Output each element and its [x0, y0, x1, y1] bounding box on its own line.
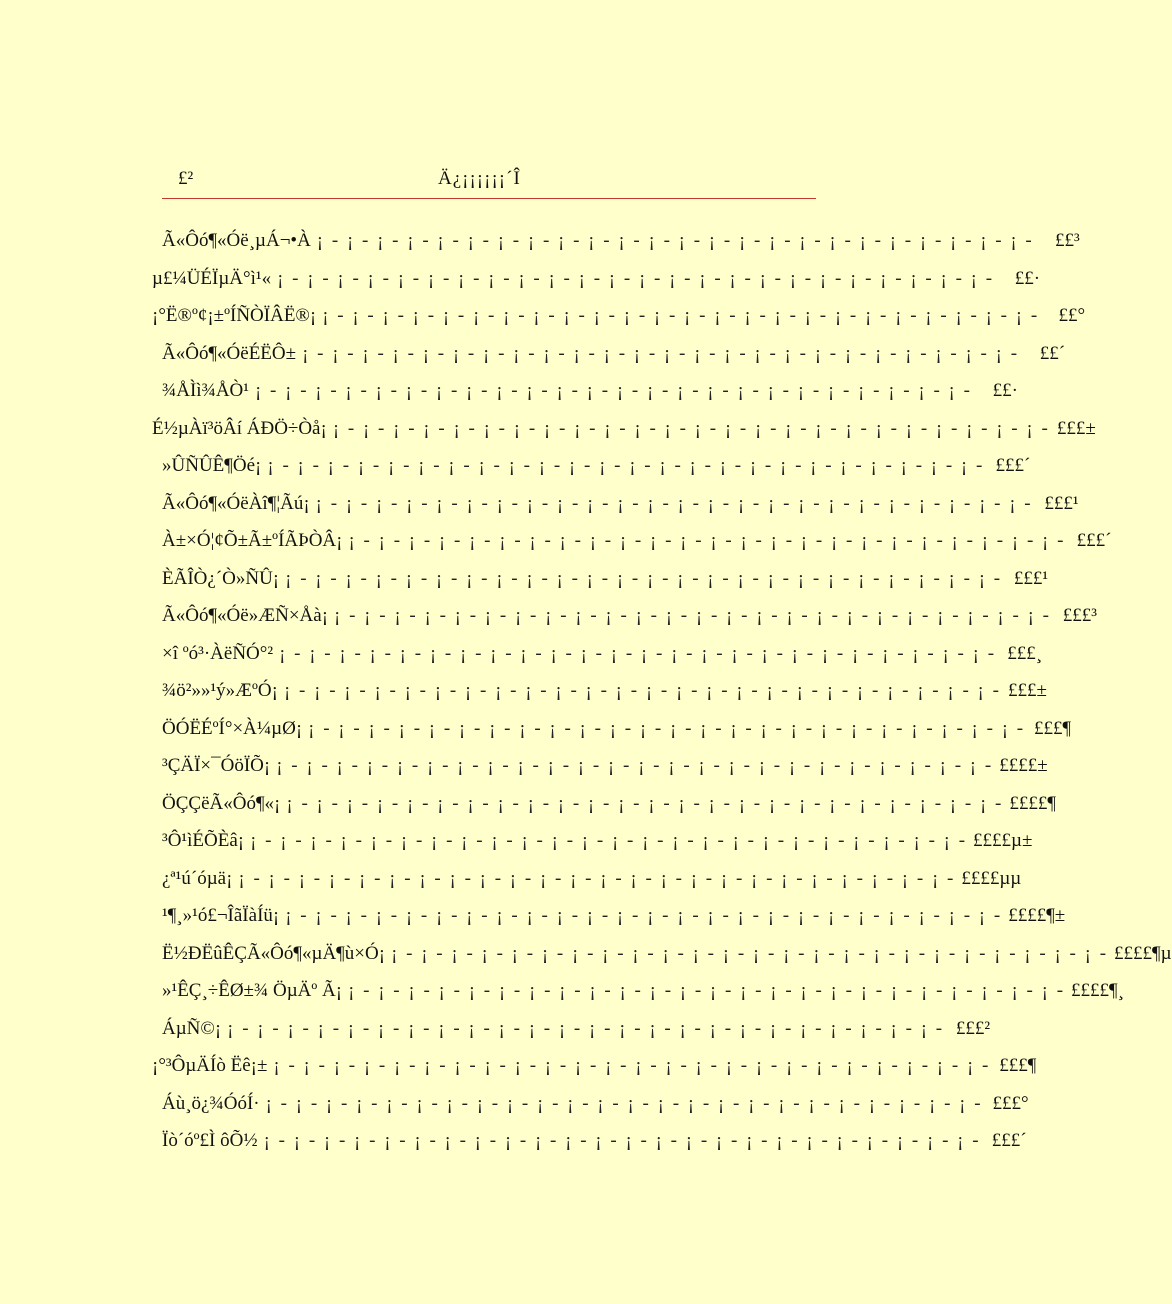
toc-entry[interactable]	[152, 597, 1097, 635]
toc-dot-leader: ¡ - ¡ - ¡ - ¡ - ¡ - ¡ - ¡ - ¡ - ¡ - ¡ - ¡ - ¡ - ¡ - ¡ - ¡ - ¡ - ¡ - ¡ - ¡ - ¡ - ¡ - ¡ - ¡ - ¡ -	[322, 305, 1040, 326]
toc-dot-leader: ¡ - ¡ - ¡ - ¡ - ¡ - ¡ - ¡ - ¡ - ¡ - ¡ - ¡ - ¡ - ¡ - ¡ - ¡ - ¡ - ¡ - ¡ - ¡ - ¡ - ¡ - ¡ - ¡ - ¡ -	[279, 642, 997, 664]
toc-entry[interactable]	[152, 897, 1066, 935]
toc-entry-title: À±×Ó¦¢Õ±Ã±ºÍÃÞÒÂ¡	[162, 530, 343, 551]
toc-entry-page-number: £££´	[991, 1130, 1027, 1151]
toc-entry-title: Ã«Ôó¶«ÓëÉËÔ±	[162, 342, 297, 364]
toc-entry-page-number: £££´	[1076, 530, 1112, 551]
toc-entry[interactable]	[152, 747, 1048, 785]
chapter-title: Ä¿¡¡¡¡¡¡´Î	[438, 168, 521, 189]
toc-entry[interactable]	[152, 447, 1031, 485]
toc-entry-title: ¡°Ë®º¢¡±ºÍÑÒÏÂË®¡	[152, 305, 317, 326]
toc-dot-leader: ¡ - ¡ - ¡ - ¡ - ¡ - ¡ - ¡ - ¡ - ¡ - ¡ - ¡ - ¡ - ¡ - ¡ - ¡ - ¡ - ¡ - ¡ - ¡ - ¡ - ¡ - ¡ - ¡ - ¡ -	[286, 792, 1004, 814]
toc-entry[interactable]	[152, 222, 1080, 260]
toc-entry-page-number: ££££¶¸	[1071, 980, 1124, 1001]
toc-dot-leader: ¡ - ¡ - ¡ - ¡ - ¡ - ¡ - ¡ - ¡ - ¡ - ¡ - ¡ - ¡ - ¡ - ¡ - ¡ - ¡ - ¡ - ¡ - ¡ - ¡ - ¡ - ¡ - ¡ - ¡ -	[250, 830, 968, 851]
toc-dot-leader: ¡ - ¡ - ¡ - ¡ - ¡ - ¡ - ¡ - ¡ - ¡ - ¡ - ¡ - ¡ - ¡ - ¡ - ¡ - ¡ - ¡ - ¡ - ¡ - ¡ - ¡ - ¡ - ¡ - ¡ -	[254, 380, 972, 401]
toc-entry[interactable]	[152, 522, 1112, 560]
toc-entry[interactable]	[152, 372, 1018, 410]
toc-dot-leader: ¡ - ¡ - ¡ - ¡ - ¡ - ¡ - ¡ - ¡ - ¡ - ¡ - ¡ - ¡ - ¡ - ¡ - ¡ - ¡ - ¡ - ¡ - ¡ - ¡ - ¡ - ¡ - ¡ - ¡ -	[273, 1055, 991, 1076]
toc-entry-title: ÖÓËÉºÍ°×À¼µØ¡	[162, 717, 303, 739]
toc-entry[interactable]	[152, 972, 1124, 1010]
toc-entry-title: ¾ÅÌì¾ÅÒ¹	[162, 380, 249, 401]
toc-entry-page-number: ££££±	[999, 755, 1048, 776]
toc-entry-title: ¡°³ÔµÄÍò Ëê¡±	[152, 1055, 268, 1076]
toc-entry-title: ¹¶¸»¹ó£¬ÎãÏàÍü¡	[162, 905, 280, 926]
toc-entry-title: ³ÇÄÏ×¯ÓöÏÕ¡	[162, 755, 271, 776]
toc-entry-title: É½µÀï³öÂí ÁÐÖ÷Òå¡	[152, 417, 327, 439]
toc-entry-page-number: ££££¶µ	[1114, 942, 1172, 964]
toc-entry-page-number: ££·	[992, 380, 1018, 401]
toc-entry-page-number: ££·	[1014, 267, 1041, 289]
toc-entry-page-number: £££³	[1062, 605, 1097, 626]
toc-dot-leader: ¡ - ¡ - ¡ - ¡ - ¡ - ¡ - ¡ - ¡ - ¡ - ¡ - ¡ - ¡ - ¡ - ¡ - ¡ - ¡ - ¡ - ¡ - ¡ - ¡ - ¡ - ¡ - ¡ - ¡ -	[227, 1017, 945, 1039]
toc-dot-leader: ¡ - ¡ - ¡ - ¡ - ¡ - ¡ - ¡ - ¡ - ¡ - ¡ - ¡ - ¡ - ¡ - ¡ - ¡ - ¡ - ¡ - ¡ - ¡ - ¡ - ¡ - ¡ - ¡ - ¡ -	[315, 492, 1033, 514]
toc-entry-title: ×î ºó³·ÀëÑÓ°²	[162, 642, 274, 664]
toc-dot-leader: ¡ - ¡ - ¡ - ¡ - ¡ - ¡ - ¡ - ¡ - ¡ - ¡ - ¡ - ¡ - ¡ - ¡ - ¡ - ¡ - ¡ - ¡ - ¡ - ¡ - ¡ - ¡ - ¡ - ¡ -	[391, 942, 1109, 964]
running-head	[178, 166, 814, 192]
toc-entry[interactable]	[152, 297, 1086, 335]
toc-entry[interactable]	[152, 672, 1047, 710]
header-rule	[162, 198, 816, 199]
toc-entry[interactable]	[152, 635, 1043, 673]
toc-entry-page-number: £££±	[1008, 680, 1047, 701]
toc-dot-leader: ¡ - ¡ - ¡ - ¡ - ¡ - ¡ - ¡ - ¡ - ¡ - ¡ - ¡ - ¡ - ¡ - ¡ - ¡ - ¡ - ¡ - ¡ - ¡ - ¡ - ¡ - ¡ - ¡ - ¡ -	[348, 530, 1066, 551]
toc-entry-page-number: ££´	[1039, 342, 1066, 364]
toc-entry[interactable]	[152, 1085, 1029, 1123]
toc-dot-leader: ¡ - ¡ - ¡ - ¡ - ¡ - ¡ - ¡ - ¡ - ¡ - ¡ - ¡ - ¡ - ¡ - ¡ - ¡ - ¡ - ¡ - ¡ - ¡ - ¡ - ¡ - ¡ - ¡ - ¡ -	[302, 342, 1020, 364]
toc-entry-title: ÈÃÎÒ¿´Ò»ÑÛ¡	[162, 567, 280, 589]
toc-entry-page-number: £££¹	[1013, 567, 1049, 589]
toc-entry-page-number: ££°	[1058, 305, 1086, 326]
toc-entry-title: Ïò´óº£Ì ôÕ½	[162, 1130, 258, 1151]
toc-entry-title: Ã«Ôó¶«Óë»ÆÑ×Åà¡	[162, 605, 329, 626]
toc-dot-leader: ¡ - ¡ - ¡ - ¡ - ¡ - ¡ - ¡ - ¡ - ¡ - ¡ - ¡ - ¡ - ¡ - ¡ - ¡ - ¡ - ¡ - ¡ - ¡ - ¡ - ¡ - ¡ - ¡ - ¡ -	[285, 905, 1003, 926]
toc-entry-title: ÁµÑ©¡	[162, 1017, 222, 1039]
toc-entry-page-number: £££°	[992, 1092, 1029, 1114]
toc-entry-title: Áù¸ö¿¾ÓóÍ·	[162, 1092, 260, 1114]
toc-dot-leader: ¡ - ¡ - ¡ - ¡ - ¡ - ¡ - ¡ - ¡ - ¡ - ¡ - ¡ - ¡ - ¡ - ¡ - ¡ - ¡ - ¡ - ¡ - ¡ - ¡ - ¡ - ¡ - ¡ - ¡ -	[277, 267, 995, 289]
toc-entry[interactable]	[152, 1047, 1037, 1085]
toc-entry[interactable]	[152, 260, 1041, 298]
toc-entry[interactable]	[152, 710, 1072, 748]
toc-entry-page-number: £££¶	[999, 1055, 1037, 1076]
toc-entry-title: ³Ô¹ìÉÕÈâ¡	[162, 830, 245, 851]
toc-entry-title: Ã«Ôó¶«ÓëÀî¶¦Ãú¡	[162, 492, 310, 514]
toc-entry[interactable]	[152, 785, 1056, 823]
toc-entry-page-number: £££´	[995, 455, 1031, 476]
toc-entry-title: Ã«Ôó¶«Óë¸µÁ¬•À	[162, 230, 311, 251]
toc-entry-page-number: £££¶	[1034, 717, 1072, 739]
toc-dot-leader: ¡ - ¡ - ¡ - ¡ - ¡ - ¡ - ¡ - ¡ - ¡ - ¡ - ¡ - ¡ - ¡ - ¡ - ¡ - ¡ - ¡ - ¡ - ¡ - ¡ - ¡ - ¡ - ¡ - ¡ -	[283, 680, 1001, 701]
toc-dot-leader: ¡ - ¡ - ¡ - ¡ - ¡ - ¡ - ¡ - ¡ - ¡ - ¡ - ¡ - ¡ - ¡ - ¡ - ¡ - ¡ - ¡ - ¡ - ¡ - ¡ - ¡ - ¡ - ¡ - ¡ -	[263, 1130, 981, 1151]
toc-dot-leader: ¡ - ¡ - ¡ - ¡ - ¡ - ¡ - ¡ - ¡ - ¡ - ¡ - ¡ - ¡ - ¡ - ¡ - ¡ - ¡ - ¡ - ¡ - ¡ - ¡ - ¡ - ¡ - ¡ - ¡ -	[285, 567, 1003, 589]
toc-entry-title: µ£¼ÜÉÏµÄ°ì¹«	[152, 267, 272, 289]
page-number: £²	[178, 168, 194, 189]
toc-entry-title: »ÛÑÛÊ¶Öé¡	[162, 455, 262, 476]
toc-entry[interactable]	[152, 860, 1022, 898]
toc-dot-leader: ¡ - ¡ - ¡ - ¡ - ¡ - ¡ - ¡ - ¡ - ¡ - ¡ - ¡ - ¡ - ¡ - ¡ - ¡ - ¡ - ¡ - ¡ - ¡ - ¡ - ¡ - ¡ - ¡ - ¡ -	[316, 230, 1034, 251]
toc-entry-page-number: ££££¶±	[1008, 905, 1066, 926]
toc-entry-page-number: £££²	[955, 1017, 991, 1039]
toc-entry[interactable]	[152, 335, 1066, 373]
toc-dot-leader: ¡ - ¡ - ¡ - ¡ - ¡ - ¡ - ¡ - ¡ - ¡ - ¡ - ¡ - ¡ - ¡ - ¡ - ¡ - ¡ - ¡ - ¡ - ¡ - ¡ - ¡ - ¡ - ¡ - ¡ -	[238, 867, 956, 889]
toc-entry-title: »¹ÊÇ¸÷ÊØ±¾ ÖµÄº Ã¡	[162, 980, 343, 1001]
table-of-contents	[152, 222, 1172, 1160]
toc-dot-leader: ¡ - ¡ - ¡ - ¡ - ¡ - ¡ - ¡ - ¡ - ¡ - ¡ - ¡ - ¡ - ¡ - ¡ - ¡ - ¡ - ¡ - ¡ - ¡ - ¡ - ¡ - ¡ - ¡ - ¡ -	[332, 417, 1050, 439]
toc-entry-page-number: ££££µµ	[961, 867, 1022, 889]
toc-entry-page-number: ££££¶	[1009, 792, 1056, 814]
toc-entry-title: ÖÇÇëÃ«Ôó¶«¡	[162, 792, 281, 814]
toc-entry[interactable]	[152, 560, 1049, 598]
toc-entry[interactable]	[152, 935, 1172, 973]
toc-dot-leader: ¡ - ¡ - ¡ - ¡ - ¡ - ¡ - ¡ - ¡ - ¡ - ¡ - ¡ - ¡ - ¡ - ¡ - ¡ - ¡ - ¡ - ¡ - ¡ - ¡ - ¡ - ¡ - ¡ - ¡ -	[308, 717, 1026, 739]
toc-dot-leader: ¡ - ¡ - ¡ - ¡ - ¡ - ¡ - ¡ - ¡ - ¡ - ¡ - ¡ - ¡ - ¡ - ¡ - ¡ - ¡ - ¡ - ¡ - ¡ - ¡ - ¡ - ¡ - ¡ - ¡ -	[276, 755, 994, 776]
toc-entry-page-number: £££¸	[1007, 642, 1043, 664]
toc-entry[interactable]	[152, 1122, 1027, 1160]
toc-dot-leader: ¡ - ¡ - ¡ - ¡ - ¡ - ¡ - ¡ - ¡ - ¡ - ¡ - ¡ - ¡ - ¡ - ¡ - ¡ - ¡ - ¡ - ¡ - ¡ - ¡ - ¡ - ¡ - ¡ - ¡ -	[334, 605, 1051, 626]
toc-entry-page-number: ££³	[1055, 230, 1080, 251]
toc-entry[interactable]	[152, 1010, 991, 1048]
toc-entry-page-number: ££££µ±	[973, 830, 1033, 851]
toc-entry[interactable]	[152, 822, 1033, 860]
toc-dot-leader: ¡ - ¡ - ¡ - ¡ - ¡ - ¡ - ¡ - ¡ - ¡ - ¡ - ¡ - ¡ - ¡ - ¡ - ¡ - ¡ - ¡ - ¡ - ¡ - ¡ - ¡ - ¡ - ¡ - ¡ -	[265, 1092, 983, 1114]
toc-entry-page-number: £££±	[1056, 417, 1096, 439]
toc-entry-title: Ë½ÐËûÊÇÃ«Ôó¶«µÄ¶ù×Ó¡	[162, 942, 386, 964]
toc-dot-leader: ¡ - ¡ - ¡ - ¡ - ¡ - ¡ - ¡ - ¡ - ¡ - ¡ - ¡ - ¡ - ¡ - ¡ - ¡ - ¡ - ¡ - ¡ - ¡ - ¡ - ¡ - ¡ - ¡ - ¡ -	[348, 980, 1066, 1001]
toc-entry-title: ¿ª¹ú´óµä¡	[162, 867, 233, 889]
toc-entry[interactable]	[152, 485, 1079, 523]
toc-dot-leader: ¡ - ¡ - ¡ - ¡ - ¡ - ¡ - ¡ - ¡ - ¡ - ¡ - ¡ - ¡ - ¡ - ¡ - ¡ - ¡ - ¡ - ¡ - ¡ - ¡ - ¡ - ¡ - ¡ - ¡ -	[267, 455, 985, 476]
toc-entry-page-number: £££¹	[1044, 492, 1079, 514]
toc-entry-title: ¾ö²»»¹ý»ÆºÓ¡	[162, 680, 278, 701]
toc-entry[interactable]	[152, 410, 1096, 448]
